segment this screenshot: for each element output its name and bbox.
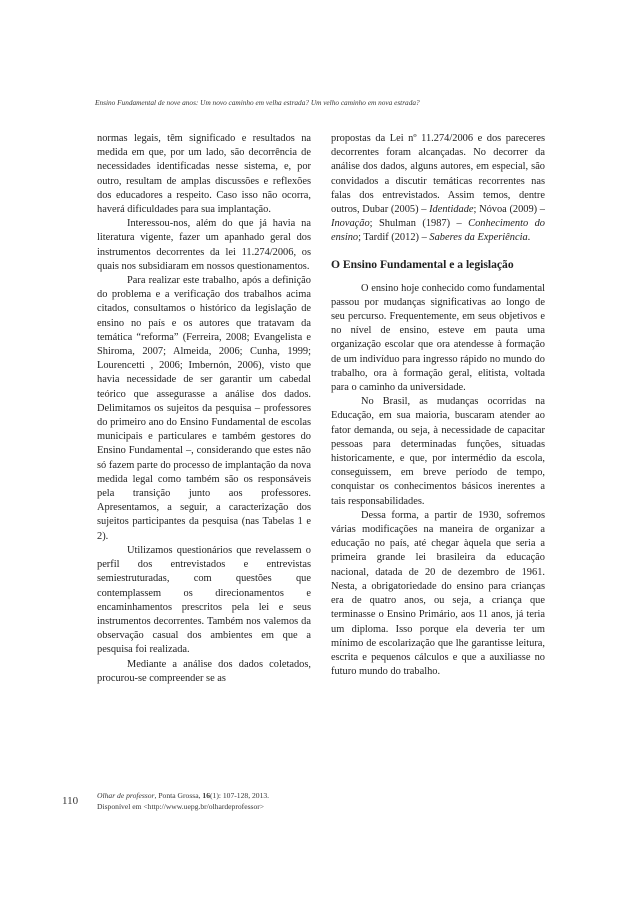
running-header: Ensino Fundamental de nove anos: Um novo caminho em velha estrada? Um velho caminho em nova estrada? xyxy=(95,98,420,107)
paragraph: O ensino hoje conhecido como fundamental passou por mudanças significativas ao longo de seu percurso. Frequentemente, em seus objetivos e no nível de ensino, esteve em pauta uma organização escolar que ora atendesse à formação de um indivíduo para ingresso rápido no mundo do trabalho, ora à formação geral, elitista, voltada para o caminho da universidade. xyxy=(331,282,545,394)
paragraph: Interessou-nos, além do que já havia na literatura vigente, fazer um apanhado geral dos instrumentos decorrentes da lei 11.274/2006, os quais nos subsidiaram em nossos questionamentos. xyxy=(97,218,311,272)
citation-volume: 16 xyxy=(202,791,211,800)
section-heading: O Ensino Fundamental e a legislação xyxy=(331,257,514,271)
paragraph xyxy=(331,132,545,246)
reference-title: Inovação xyxy=(331,218,370,230)
page-number: 110 xyxy=(62,795,79,807)
citation-line xyxy=(97,790,269,801)
reference-title: Saberes da Experiência xyxy=(429,232,528,244)
paragraph-text: ; Tardif (2012) – xyxy=(358,232,427,244)
paragraph: normas legais, têm significado e resultados na medida em que, por um lado, são decorrência de necessidades identificadas nesse sistema, e, por outro, resultam de amplas discussões e reflexões dos educadores a respeito. Caso isso não ocorra, haverá dificuldades para sua implantação. xyxy=(97,133,311,216)
paragraph-text: ; Shulman (1987) – xyxy=(369,218,462,230)
availability-line: Disponível em <http://www.uepg.br/olhardeprofessor> xyxy=(97,802,265,811)
paragraph-text: . xyxy=(527,232,531,244)
footer-citation xyxy=(97,790,269,812)
paragraph: Dessa forma, a partir de 1930, sofremos várias modificações na maneira de organizar a educação no país, até chegar àquela que seria a primeira grande lei brasileira da educação nacional, datada de 20 de dezembro de 1961. Nesta, a obrigatoriedade do ensino para crianças era de quatro anos, ou seja, a criança que terminasse o Ensino Primário, aos 11 anos, já teria um diploma. Isso porque ela deveria ter um mínimo de escolarização que lhe garantisse leitura, escrita e pequenos cálculos e que a auxiliasse no futuro mundo do trabalho. xyxy=(331,509,545,678)
paragraph-text: ; Nóvoa (2009) – xyxy=(473,204,545,216)
reference-title: Identidade xyxy=(429,204,474,216)
right-column xyxy=(331,132,545,679)
left-column xyxy=(97,132,311,686)
paragraph: Mediante a análise dos dados coletados, procurou-se compreender se as xyxy=(97,658,311,684)
citation-issue: (1): 107-128, 2013. xyxy=(210,791,270,800)
paragraph: Para realizar este trabalho, após a definição do problema e a verificação dos trabalhos acima citados, consultamos o histórico da legislação de ensino no país e os autores que tratavam da temática “reforma” (Ferreira, 2008; Evangelista e Shiroma, 2007; Almeida, 2006; Cunha, 1999; Lourencetti , 2006; Imbernón, 2006), visto que havia necessidade de ser garantir um cabedal teórico que assegurasse a análise dos dados. Delimitamos os sujeitos da pesquisa – professores do primeiro ano do Ensino Fundamental de escolas municipais e particulares e também gestores do Ensino Fundamental –, considerando que estes não só fazem parte do processo de implantação da nova medida legal como também são os responsáveis pela transição junto aos professores. Apresentamos, a seguir, a caracterização dos sujeitos participantes da pesquisa (nas Tabelas 1 e 2). xyxy=(97,275,311,542)
paragraph: No Brasil, as mudanças ocorridas na Educação, em sua maioria, buscaram atender ao fator demanda, ou seja, à necessidade de capacitar pessoas para determinadas funções, situadas historicamente, e que, por intermédio da escola, conseguissem, em breve período de tempo, conquistar os conhecimentos básicos inerentes a tais responsabilidades. xyxy=(331,396,545,507)
citation-place: , Ponta Grossa, xyxy=(154,791,201,800)
reference-title: Conhecimento do ensino xyxy=(331,218,545,244)
journal-name: Olhar de professor xyxy=(97,791,155,800)
paragraph: Utilizamos questionários que revelassem o perfil dos entrevistados e entrevistas semiestruturadas, com questões que contemplassem os direcionamentos e encaminhamentos prescritos pela lei e seus instrumentos decorrentes. Também nos valemos da observação casual dos ambientes em que a pesquisa foi realizada. xyxy=(97,544,311,656)
paragraph-text: propostas da Lei nº 11.274/2006 e dos pareceres decorrentes foram alcançadas. No decorrer da análise dos dados, alguns autores, em especial, são convidados a discutir temáticas recorrentes nas falas dos entrevistados. Assim temos, dentre outros, Dubar (2005) – xyxy=(331,133,545,216)
